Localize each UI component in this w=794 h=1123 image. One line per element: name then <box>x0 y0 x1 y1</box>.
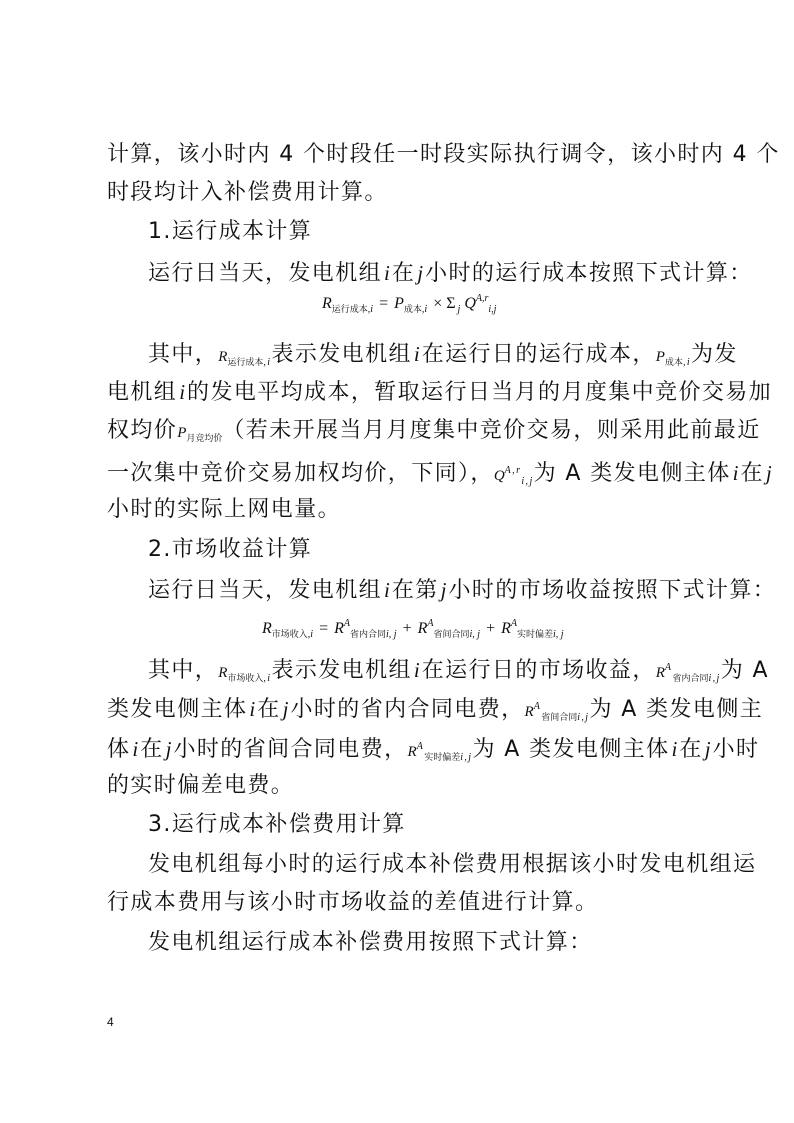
text-line: 其中，$R_{市场收入},i$表示发电机组i在运行日的市场收益，$R^A_{省内合同}i,j$为 A <box>148 658 769 684</box>
formula-operating-cost: $R_{运行成本,i} = P_{成本,i} \times \Sigma$ $_j$ $Q^{A,r}_{i,j}$ <box>322 293 497 315</box>
text-line: 时段均计入补偿费用计算。 <box>107 180 388 205</box>
section-heading-1: 1.运行成本计算 <box>148 219 313 244</box>
text-line: 计算，该小时内 4 个时段任一时段实际执行调令，该小时内 4 个 <box>107 142 780 167</box>
text-line: 权均价$P_{月竞均价}$（若未开展当月月度集中竞价交易，则采用此前最近 <box>107 418 761 444</box>
section-heading-3: 3.运行成本补偿费用计算 <box>148 812 406 837</box>
text-line: 小时的实际上网电量。 <box>107 497 342 522</box>
text-line: 的实时偏差电费。 <box>107 773 295 798</box>
text-line: 类发电侧主体i在j小时的省内合同电费，$R^A_{省间合同}i,j$为 A 类发电侧主 <box>107 697 764 723</box>
text-line: 一次集中竞价交易加权均价，下同），$Q^{A,r}i,j$为 A 类发电侧主体i在j <box>107 461 772 487</box>
text-line: 体i在j小时的省间合同电费，$R^A_{实时偏差}i,j$为 A 类发电侧主体i在j小时 <box>107 737 760 763</box>
text-line: 发电机组每小时的运行成本补偿费用根据该小时发电机组运 <box>148 852 757 877</box>
text-line: 运行日当天，发电机组i在第j小时的市场收益按照下式计算： <box>148 578 777 603</box>
section-heading-2: 2.市场收益计算 <box>148 537 313 562</box>
text-line: 其中，$R_{运行成本},i$表示发电机组i在运行日的运行成本，$P_{成本},i$为发 <box>148 342 738 368</box>
text-line: 行成本费用与该小时市场收益的差值进行计算。 <box>107 890 599 915</box>
page-number: 4 <box>107 1015 114 1029</box>
text-line: 运行日当天，发电机组i在j小时的运行成本按照下式计算： <box>148 261 753 286</box>
text-line: 电机组i的发电平均成本，暂取运行日当月的月度集中竞价交易加 <box>107 380 773 405</box>
formula-market-revenue: $R_{市场收入,i} = R^A_{省内合同i, j} + R^A_{省间合同i, j} + R^A_{实时偏差i, j}$ <box>262 618 564 640</box>
text-line: 发电机组运行成本补偿费用按照下式计算： <box>148 930 593 955</box>
